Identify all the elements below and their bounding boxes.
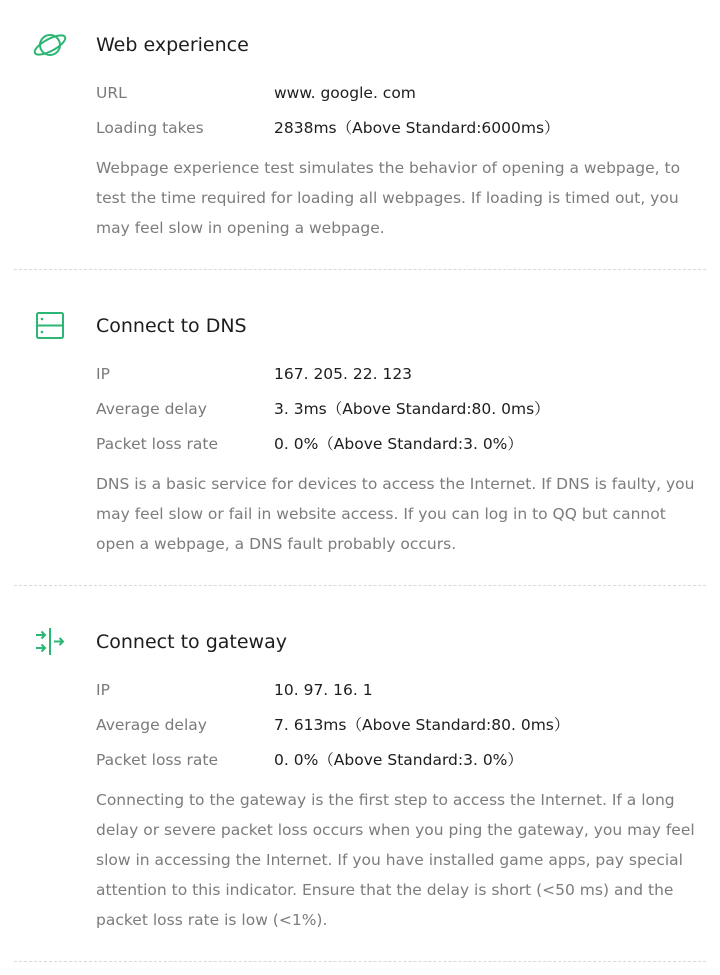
loading-time-label: Loading takes bbox=[96, 119, 204, 137]
ip-label: IP bbox=[96, 681, 110, 699]
gateway-section bbox=[14, 586, 706, 962]
ip-value: 167. 205. 22. 123 bbox=[274, 365, 413, 383]
packet-loss-row bbox=[14, 427, 706, 462]
url-value: www. google. com bbox=[274, 84, 416, 102]
loading-time-row bbox=[14, 111, 706, 146]
average-delay-row bbox=[14, 392, 706, 427]
average-delay-label: Average delay bbox=[96, 400, 207, 418]
dns-header bbox=[14, 306, 706, 350]
ip-value: 10. 97. 16. 1 bbox=[274, 681, 373, 699]
dns-description: DNS is a basic service for devices to access the Internet. If DNS is faulty, you may feel slow or fail in website access. If you can log in to QQ but cannot open a webpage, a DNS fault probably occurs. bbox=[96, 475, 695, 553]
packet-loss-label: Packet loss rate bbox=[96, 435, 218, 453]
server-icon bbox=[30, 306, 70, 346]
url-label: URL bbox=[96, 84, 127, 102]
section-title: Connect to gateway bbox=[96, 631, 287, 653]
section-title: Connect to DNS bbox=[96, 315, 247, 337]
gateway-arrows-icon bbox=[30, 622, 70, 662]
packet-loss-label: Packet loss rate bbox=[96, 751, 218, 769]
ip-row bbox=[14, 673, 706, 708]
average-delay-value: 3. 3ms（Above Standard:80. 0ms） bbox=[274, 400, 550, 418]
gateway-description: Connecting to the gateway is the first step to access the Internet. If a long delay or severe packet loss occurs when you ping the gateway, you may feel slow in accessing the Internet. If you have installed game apps, pay special attention to this indicator. Ensure that the delay is short (<50 ms) and the packet loss rate is low (<1%). bbox=[96, 791, 695, 929]
ip-row bbox=[14, 357, 706, 392]
average-delay-label: Average delay bbox=[96, 716, 207, 734]
section-title: Web experience bbox=[96, 34, 249, 56]
packet-loss-value: 0. 0%（Above Standard:3. 0%） bbox=[274, 435, 523, 453]
packet-loss-value: 0. 0%（Above Standard:3. 0%） bbox=[274, 751, 523, 769]
planet-icon bbox=[30, 25, 70, 65]
web-experience-header bbox=[14, 25, 706, 69]
ip-label: IP bbox=[96, 365, 110, 383]
average-delay-row bbox=[14, 708, 706, 743]
web-experience-description: Webpage experience test simulates the behavior of opening a webpage, to test the time required for loading all webpages. If loading is timed out, you may feel slow in opening a webpage. bbox=[96, 159, 681, 237]
dns-section bbox=[14, 270, 706, 586]
average-delay-value: 7. 613ms（Above Standard:80. 0ms） bbox=[274, 716, 570, 734]
gateway-header bbox=[14, 622, 706, 666]
web-experience-section bbox=[14, 0, 706, 270]
loading-time-value: 2838ms（Above Standard:6000ms） bbox=[274, 119, 560, 137]
url-row bbox=[14, 76, 706, 111]
packet-loss-row bbox=[14, 743, 706, 778]
